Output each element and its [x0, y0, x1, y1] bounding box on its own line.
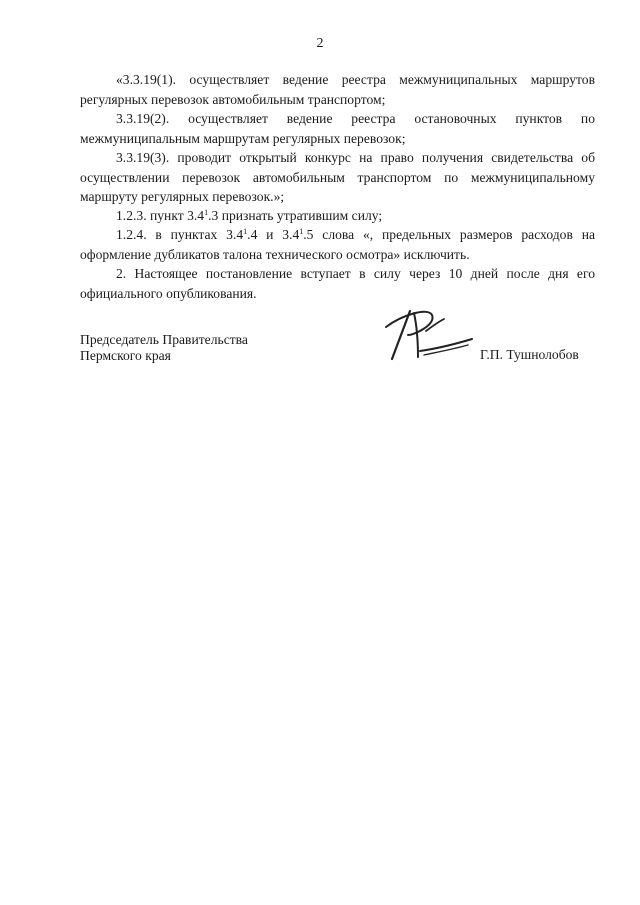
signatory-position	[80, 332, 248, 364]
paragraph-1-2-4-suffix: .5 слова «, предельных размеров расходов на оформление дубликатов талона технического осмотра» исключить.	[80, 227, 596, 262]
paragraph-1-2-3-suffix: .3 признать утратившим силу;	[208, 208, 383, 223]
paragraph-1-2-3-sup: 1	[204, 208, 209, 217]
signatory-position-line1: Председатель Правительства	[80, 332, 248, 347]
handwritten-signature	[384, 305, 476, 363]
paragraph-1-2-4-sup2: 1	[299, 227, 304, 236]
paragraph-3-3-19-2: 3.3.19(2). осуществляет ведение реестра остановочных пунктов по межмуниципальным маршрутам регулярных перевозок;	[80, 111, 595, 146]
signatory-position-line2: Пермского края	[80, 348, 171, 363]
paragraph-1-2-4-prefix: 1.2.4. в пунктах 3.4	[116, 227, 244, 242]
paragraph-3-3-19-3: 3.3.19(3). проводит открытый конкурс на право получения свидетельства об осуществлении перевозок автомобильным транспортом по межмуниципальному маршруту регулярных перевозок.»;	[80, 150, 595, 204]
paragraph-1-2-3-prefix: 1.2.3. пункт 3.4	[116, 208, 205, 223]
paragraph-3-3-19-1: «3.3.19(1). осуществляет ведение реестра межмуниципальных маршрутов регулярных перевозок автомобильным транспортом;	[80, 72, 595, 107]
paragraph-1-2-4	[80, 225, 595, 264]
paragraph-1-2-4-middle: .4 и 3.4	[247, 227, 300, 242]
page-number: 2	[316, 36, 324, 51]
signatory-name: Г.П. Тушнолобов	[480, 347, 579, 362]
paragraph-1-2-3	[80, 206, 595, 226]
paragraph-2: 2. Настоящее постановление вступает в силу через 10 дней после дня его официального опубликования.	[80, 266, 595, 301]
paragraph-1-2-4-sup: 1	[243, 227, 248, 236]
